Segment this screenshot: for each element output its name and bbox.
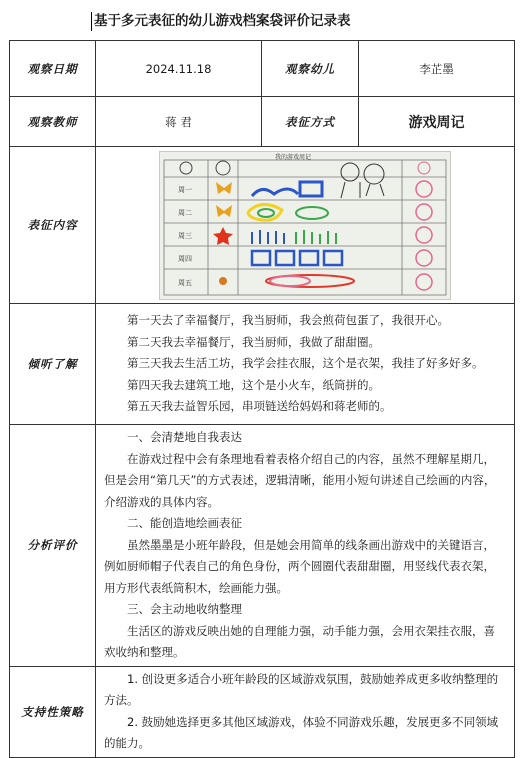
day-label-2: 周二: [178, 209, 192, 217]
listen-paragraph: 第五天我去益智乐园，串项链送给妈妈和蒋老师的。: [127, 399, 392, 414]
clock-icon: [180, 162, 192, 174]
analysis-heading: 一、会清楚地自我表达: [127, 430, 242, 444]
observe-date-label: 观察日期: [10, 41, 96, 97]
drawing-header: 我的游戏周记: [275, 154, 312, 161]
listen-content: [96, 304, 515, 425]
analysis-paragraph: 生活区的游戏反映出她的自理能力强，动手能力强，会用衣架挂衣服，喜欢收纳和整理。: [104, 623, 495, 659]
day-label-3: 周三: [178, 232, 192, 240]
listen-understand-label: 倾听了解: [10, 304, 96, 425]
row-drawing: [10, 147, 515, 304]
analysis-heading: 二、能创造地绘画表征: [127, 516, 242, 530]
support-content: [96, 666, 515, 757]
day-label-4: 周四: [178, 255, 192, 263]
question-icon: [216, 161, 230, 175]
child-drawing-photo: [159, 151, 451, 300]
analysis-heading: 三、会主动地收纳整理: [127, 602, 242, 616]
support-strategy-label: 支持性策略: [10, 666, 96, 757]
observe-child-label: 观察幼儿: [262, 41, 359, 97]
listen-paragraph: 第四天我去建筑工地，这个是小火车，纸筒拼的。: [127, 377, 380, 392]
record-table: [9, 40, 515, 758]
analysis-paragraph: 在游戏过程中会有条理地看着表格介绍自己的内容，虽然不理解星期几，但是会用“第几天”的方式表述，逻辑清晰，能用小短句讲述自己绘画的内容，介绍游戏的具体内容。: [104, 451, 496, 509]
day-label-1: 周一: [178, 186, 192, 194]
analysis-paragraph: 虽然墨墨是小班年龄段，但是她会用简单的线条画出游戏中的关键语言，例如厨师帽子代表自己的角色身份，两个圆圈代表甜甜圈，用竖线代表衣架，用方形代表纸筒积木，绘画能力强。: [104, 537, 495, 595]
observe-teacher-label: 观察教师: [10, 97, 96, 147]
listen-paragraph: 第二天我去幸福餐厅，我当厨师，我做了甜甜圈。: [127, 334, 380, 349]
row-analysis: [10, 425, 515, 667]
representation-content-label: 表征内容: [10, 147, 96, 304]
representation-content-cell: [96, 147, 515, 304]
row-listen: [10, 304, 515, 425]
drawing-canvas: [160, 152, 450, 299]
analysis-content: [96, 425, 515, 667]
text-cursor: [91, 12, 92, 31]
listen-paragraph: 第三天我去生活工坊，我学会挂衣服，这个是衣架，我挂了好多好多。: [127, 356, 484, 371]
flower-icon: [219, 277, 227, 285]
page-title: [94, 10, 351, 32]
observe-teacher-value[interactable]: 蒋 君: [96, 97, 262, 147]
star-icon: [213, 227, 233, 245]
support-item: 2. 鼓励她选择更多其他区域游戏，体验不同游戏乐趣，发展更多不同领域的能力。: [104, 714, 499, 750]
heart-icon: [418, 162, 430, 174]
representation-method-value[interactable]: 游戏周记: [359, 97, 515, 147]
title-text: 基于多元表征的幼儿游戏档案袋评价记录表: [94, 13, 351, 29]
listen-paragraph: 第一天去了幸福餐厅，我当厨师，我会煎荷包蛋了，我很开心。: [127, 313, 449, 328]
row-date: [10, 41, 515, 97]
analysis-evaluation-label: 分析评价: [10, 425, 96, 667]
row-support: [10, 666, 515, 757]
row-teacher: [10, 97, 515, 147]
support-item: 1. 创设更多适合小班年龄段的区域游戏氛围，鼓励她养成更多收纳整理的方法。: [104, 671, 499, 707]
butterfly-icon: [216, 182, 232, 194]
butterfly-icon: [216, 205, 232, 217]
observe-child-value[interactable]: 李芷墨: [359, 41, 515, 97]
representation-method-label: 表征方式: [262, 97, 359, 147]
day-label-5: 周五: [178, 279, 192, 287]
observe-date-value[interactable]: 2024.11.18: [96, 41, 262, 97]
